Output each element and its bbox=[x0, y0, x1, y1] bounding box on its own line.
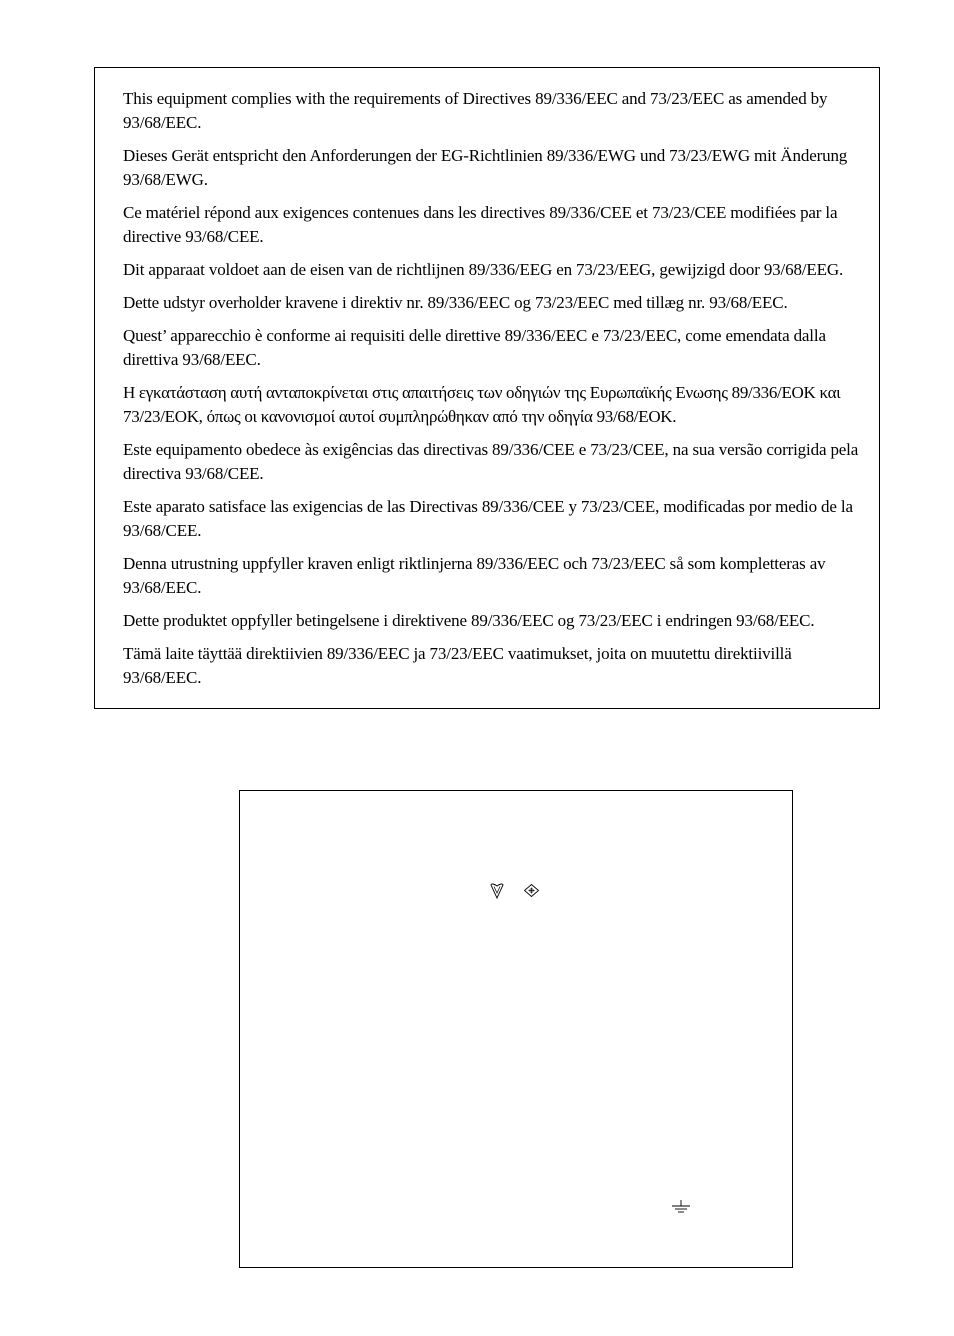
approval-mark-diamond-icon bbox=[524, 884, 539, 897]
safety-warning-box bbox=[239, 790, 793, 1268]
compliance-no: Dette produktet oppfyller betingelsene i direktivene 89/336/EEC og 73/23/EEC i endringen 93/68/EEC. bbox=[123, 611, 815, 630]
compliance-es: Este aparato satisface las exigencias de las Directivas 89/336/CEE y 73/23/CEE, modificadas por medio de la 93/68/CEE. bbox=[123, 497, 853, 540]
compliance-el: Η εγκατάσταση αυτή ανταποκρίνεται στις απαιτήσεις των οδηγιών της Ευρωπαϊκής Ενωσης 89/336/EOK και 73/23/EOK, όπως οι κανονισμοί αυτοί συμπληρώθηκαν από την οδηγία 93/68/EOK. bbox=[123, 383, 841, 426]
compliance-statement-box bbox=[94, 67, 880, 709]
compliance-it: Quest’ apparecchio è conforme ai requisiti delle direttive 89/336/EEC e 73/23/EEC, come emendata dalla direttiva 93/68/EEC. bbox=[123, 326, 826, 369]
earth-ground-icon bbox=[671, 1200, 691, 1214]
compliance-da: Dette udstyr overholder kravene i direktiv nr. 89/336/EEC og 73/23/EEC med tillæg nr. 93/68/EEC. bbox=[123, 293, 788, 312]
compliance-pt: Este equipamento obedece às exigências das directivas 89/336/CEE e 73/23/CEE, na sua versão corrigida pela directiva 93/68/CEE. bbox=[123, 440, 859, 483]
compliance-fr: Ce matériel répond aux exigences contenues dans les directives 89/336/CEE et 73/23/CEE modifiées par la directive 93/68/CEE. bbox=[123, 203, 838, 246]
compliance-de: Dieses Gerät entspricht den Anforderungen der EG-Richtlinien 89/336/EWG und 73/23/EWG mit Änderung 93/68/EWG. bbox=[123, 146, 848, 189]
compliance-en: This equipment complies with the requirements of Directives 89/336/EEC and 73/23/EEC as amended by 93/68/EEC. bbox=[123, 89, 828, 132]
compliance-nl: Dit apparaat voldoet aan de eisen van de richtlijnen 89/336/EEG en 73/23/EEG, gewijzigd door 93/68/EEG. bbox=[123, 260, 844, 279]
compliance-sv: Denna utrustning uppfyller kraven enligt riktlinjerna 89/336/EEC och 73/23/EEC så som kompletteras av 93/68/EEC. bbox=[123, 554, 826, 597]
compliance-fi: Tämä laite täyttää direktiivien 89/336/EEC ja 73/23/EEC vaatimukset, joita on muutettu direktiivillä 93/68/EEC. bbox=[123, 644, 792, 687]
approval-mark-heart-icon bbox=[490, 883, 504, 899]
